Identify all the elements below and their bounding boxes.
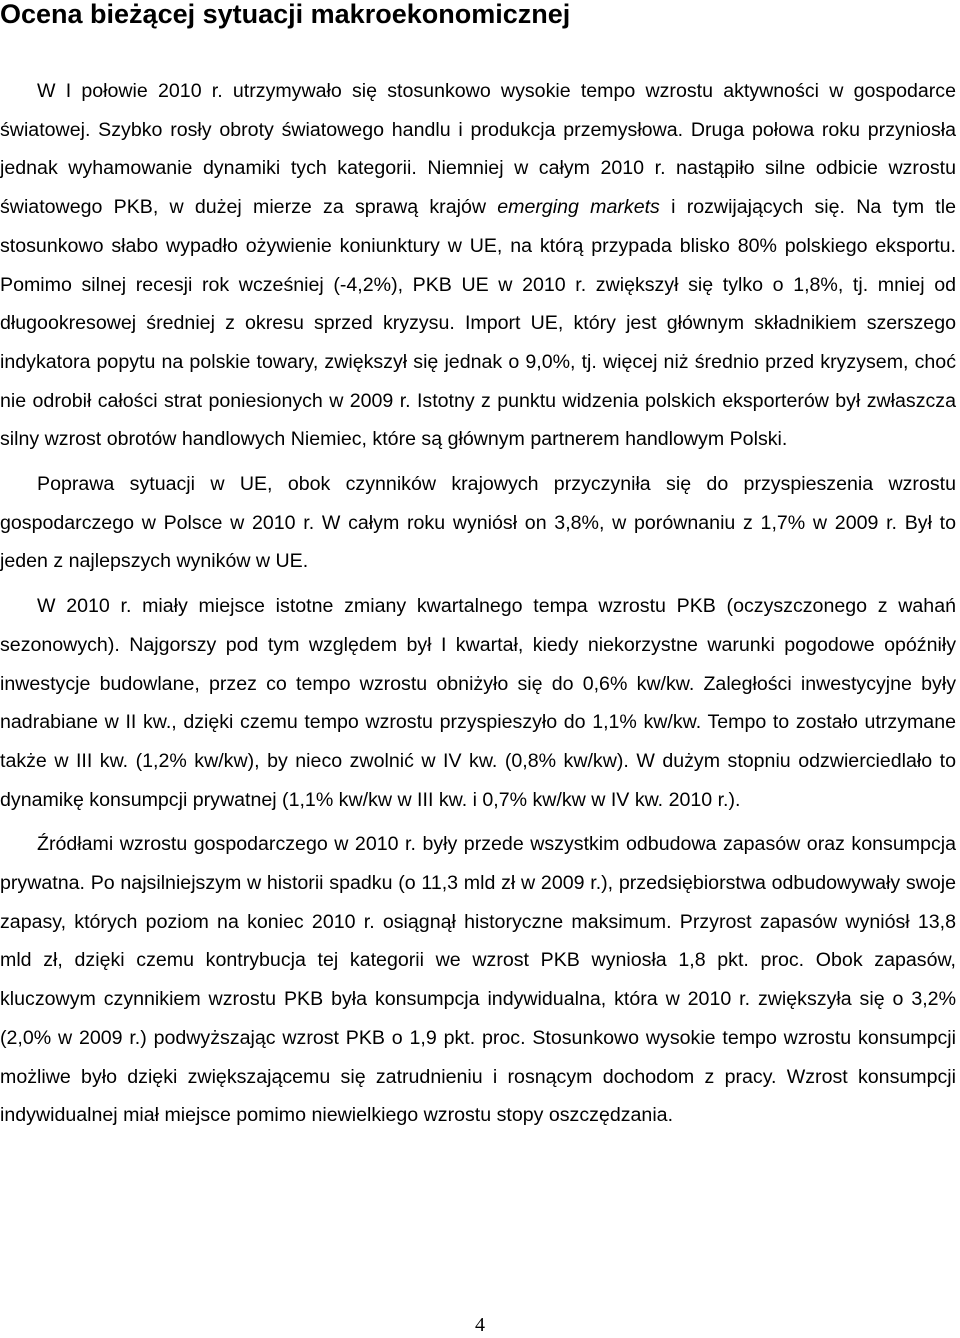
paragraph-1-text-end: i rozwijających się. Na tym tle stosunkowo słabo wypadło ożywienie koniunktury w UE, na którą przypada blisko 80% polskiego eksportu. Pomimo silnej recesji rok wcześniej (-4,2%), PKB UE w 2010 r. zwiększył się tylko o 1,8%, tj. mniej od długookresowej średniej z okresu sprzed kryzysu. Import UE, który jest głównym składnikiem szerszego indykatora popytu na polskie towary, zwiększył się jednak o 9,0%, tj. więcej niż średnio przed kryzysem, choć nie odrobił całości strat poniesionych w 2009 r. Istotny z punktu widzenia polskich eksporterów był zwłaszcza silny wzrost obrotów handlowych Niemiec, które są głównym partnerem handlowym Polski. (0, 196, 956, 451)
page-title: Ocena bieżącej sytuacji makroekonomicznej (0, 0, 571, 29)
page-number: 4 (475, 1314, 485, 1336)
paragraph-1-text-start: W I połowie 2010 r. utrzymywało się stosunkowo wysokie tempo wzrostu aktywności w gospodarce światowej. Szybko rosły obroty światowego handlu i produkcja przemysłowa. Druga połowa roku przyniosła jednak wyhamowanie dynamiki tych kategorii. Niemniej w całym 2010 r. nastąpiło silne odbicie wzrostu światowego PKB, w dużej mierze za sprawą krajów (0, 80, 956, 219)
paragraph-3: W 2010 r. miały miejsce istotne zmiany kwartalnego tempa wzrostu PKB (oczyszczonego z wahań sezonowych). Najgorszy pod tym względem był I kwartał, kiedy niekorzystne warunki pogodowe opóźniły inwestycje budowlane, przez co tempo wzrostu obniżyło się do 0,6% kw/kw. Zaległości inwestycyjne były nadrabiane w II kw., dzięki czemu tempo wzrostu przyspieszyło do 1,1% kw/kw. Tempo to zostało utrzymane także w III kw. (1,2% kw/kw), by nieco zwolnić w IV kw. (0,8% kw/kw). W dużym stopniu odzwierciedlało to dynamikę konsumpcji prywatnej (1,1% kw/kw w III kw. i 0,7% kw/kw w IV kw. 2010 r.). (0, 595, 956, 811)
paragraph-2: Poprawa sytuacji w UE, obok czynników krajowych przyczyniła się do przyspieszenia wzrostu gospodarczego w Polsce w 2010 r. W całym roku wyniósł on 3,8%, w porównaniu z 1,7% w 2009 r. Był to jeden z najlepszych wyników w UE. (0, 473, 956, 573)
paragraph-1-italic-term: emerging markets (497, 196, 660, 219)
paragraph-1 (0, 72, 956, 459)
paragraph-4: Źródłami wzrostu gospodarczego w 2010 r. były przede wszystkim odbudowa zapasów oraz konsumpcja prywatna. Po najsilniejszym w historii spadku (o 11,3 mld zł w 2009 r.), przedsiębiorstwa odbudowywały swoje zapasy, których poziom na koniec 2010 r. osiągnął historyczne maksimum. Przyrost zapasów wyniósł 13,8 mld zł, dzięki czemu kontrybucja tej kategorii we wzrost PKB wyniosła 1,8 pkt. proc. Obok zapasów, kluczowym czynnikiem wzrostu PKB była konsumpcja indywidualna, która w 2010 r. zwiększyła się o 3,2% (2,0% w 2009 r.) podwyższając wzrost PKB o 1,9 pkt. proc. Stosunkowo wysokie tempo wzrostu konsumpcji możliwe było dzięki zwiększającemu się zatrudnieniu i rosnącym dochodom z pracy. Wzrost konsumpcji indywidualnej miał miejsce pomimo niewielkiego wzrostu stopy oszczędzania. (0, 833, 956, 1127)
document-body (0, 72, 956, 1141)
